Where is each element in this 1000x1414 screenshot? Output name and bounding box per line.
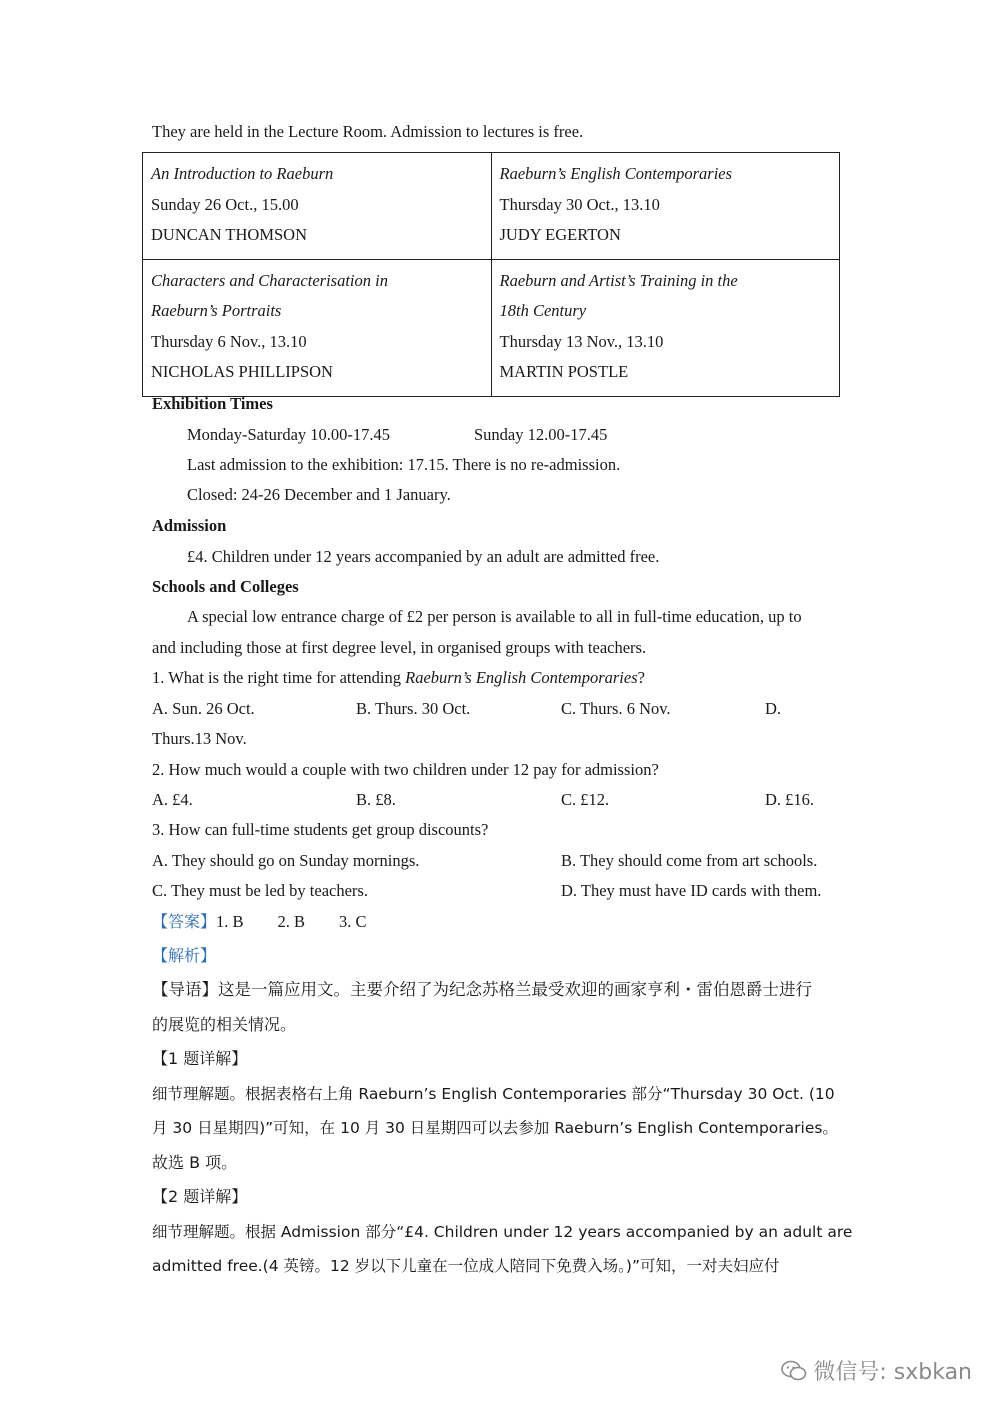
lecture-date: Thursday 13 Nov., 13.10 — [499, 331, 664, 351]
answer-label: 【答案】 — [152, 912, 217, 931]
q2-detail-line-2: admitted free.(4 英镑。12 岁以下儿童在一位成人陪同下免费入场。)”可知，一对夫妇应付 — [152, 1257, 780, 1275]
intro-text: They are held in the Lecture Room. Admission to lectures is free. — [152, 122, 584, 141]
lecture-cell — [491, 153, 840, 260]
wechat-icon — [781, 1360, 807, 1382]
q1-detail-line-3: 故选 B 项。 — [152, 1153, 238, 1172]
watermark — [781, 1355, 972, 1386]
q2-detail-line-1: 细节理解题。根据 Admission 部分“£4. Children under 12 years accompanied by an adult are — [152, 1223, 853, 1241]
question-1 — [152, 668, 645, 688]
lecture-speaker: MARTIN POSTLE — [499, 362, 629, 381]
lecture-cell — [143, 153, 492, 260]
q1-option-d-text: Thurs.13 Nov. — [152, 729, 247, 748]
q1-option-b: B. Thurs. 30 Oct. — [356, 699, 471, 718]
q3-option-b: B. They should come from art schools. — [561, 851, 818, 870]
lecture-cell — [491, 259, 840, 396]
lecture-title: Raeburn and Artist’s Training in the — [499, 270, 738, 290]
guide-line-1 — [152, 980, 812, 1000]
q1-detail-line-2: 月 30 日星期四)”可知，在 10 月 30 日星期四可以去参加 Raeburn’s English Contemporaries。 — [152, 1119, 838, 1137]
admission-heading: Admission — [152, 516, 227, 535]
lecture-speaker: DUNCAN THOMSON — [151, 225, 308, 244]
question-1-mark: ? — [637, 668, 645, 687]
lecture-table — [142, 152, 840, 397]
schools-text-1: A special low entrance charge of £2 per person is available to all in full-time education, up to — [187, 607, 802, 626]
schools-text-2: and including those at first degree level, in organised groups with teachers. — [152, 638, 647, 657]
exhibition-last-admission: Last admission to the exhibition: 17.15. There is no re-admission. — [187, 455, 621, 474]
q2-detail-label: 【2 题详解】 — [152, 1187, 248, 1206]
q1-detail-line-1: 细节理解题。根据表格右上角 Raeburn’s English Contemporaries 部分“Thursday 30 Oct. (10 — [152, 1085, 835, 1103]
lecture-title-cont: Raeburn’s Portraits — [151, 301, 282, 320]
schools-heading: Schools and Colleges — [152, 577, 299, 596]
lecture-title: Characters and Characterisation in — [151, 270, 388, 290]
lecture-title-cont: 18th Century — [499, 301, 587, 320]
guide-line-2: 的展览的相关情况。 — [152, 1015, 297, 1034]
answer-line — [152, 912, 367, 932]
q3-option-d: D. They must have ID cards with them. — [561, 881, 822, 900]
q1-option-a: A. Sun. 26 Oct. — [152, 699, 255, 718]
q1-option-d: D. — [765, 699, 782, 718]
q2-option-c: C. £12. — [561, 790, 610, 809]
analysis-label: 【解析】 — [152, 946, 217, 965]
q3-option-c: C. They must be led by teachers. — [152, 881, 368, 900]
question-1-text: 1. What is the right time for attending — [152, 668, 406, 687]
question-2: 2. How much would a couple with two children under 12 pay for admission? — [152, 760, 659, 779]
question-3: 3. How can full-time students get group discounts? — [152, 820, 489, 839]
q1-option-c: C. Thurs. 6 Nov. — [561, 699, 671, 718]
q1-detail-label: 【1 题详解】 — [152, 1049, 248, 1068]
lecture-date: Sunday 26 Oct., 15.00 — [151, 194, 299, 214]
answer-2: 2. B — [277, 912, 306, 931]
watermark-text: 微信号: sxbkan — [813, 1360, 972, 1385]
admission-text: £4. Children under 12 years accompanied by an adult are admitted free. — [187, 547, 660, 566]
guide-text: 这是一篇应用文。主要介绍了为纪念苏格兰最受欢迎的画家亨利・雷伯恩爵士进行 — [218, 980, 812, 999]
guide-label: 【导语】 — [152, 980, 218, 999]
exhibition-weekday: Monday-Saturday 10.00-17.45 — [187, 425, 391, 444]
lecture-cell — [143, 259, 492, 396]
exhibition-heading: Exhibition Times — [152, 394, 273, 413]
answer-3: 3. C — [339, 912, 367, 931]
lecture-speaker: NICHOLAS PHILLIPSON — [151, 362, 333, 381]
lecture-title: Raeburn’s English Contemporaries — [499, 164, 733, 183]
exhibition-closed: Closed: 24-26 December and 1 January. — [187, 485, 451, 504]
q2-option-b: B. £8. — [356, 790, 396, 809]
q3-option-a: A. They should go on Sunday mornings. — [152, 851, 420, 870]
q2-option-d: D. £16. — [765, 790, 815, 809]
lecture-date: Thursday 6 Nov., 13.10 — [151, 331, 307, 351]
answer-1: 1. B — [216, 912, 244, 931]
question-1-title: Raeburn’s English Contemporaries — [405, 668, 638, 687]
lecture-speaker: JUDY EGERTON — [499, 225, 621, 244]
exhibition-sunday: Sunday 12.00-17.45 — [474, 425, 608, 444]
q2-option-a: A. £4. — [152, 790, 193, 809]
lecture-date: Thursday 30 Oct., 13.10 — [499, 194, 660, 214]
lecture-title: An Introduction to Raeburn — [151, 164, 334, 183]
